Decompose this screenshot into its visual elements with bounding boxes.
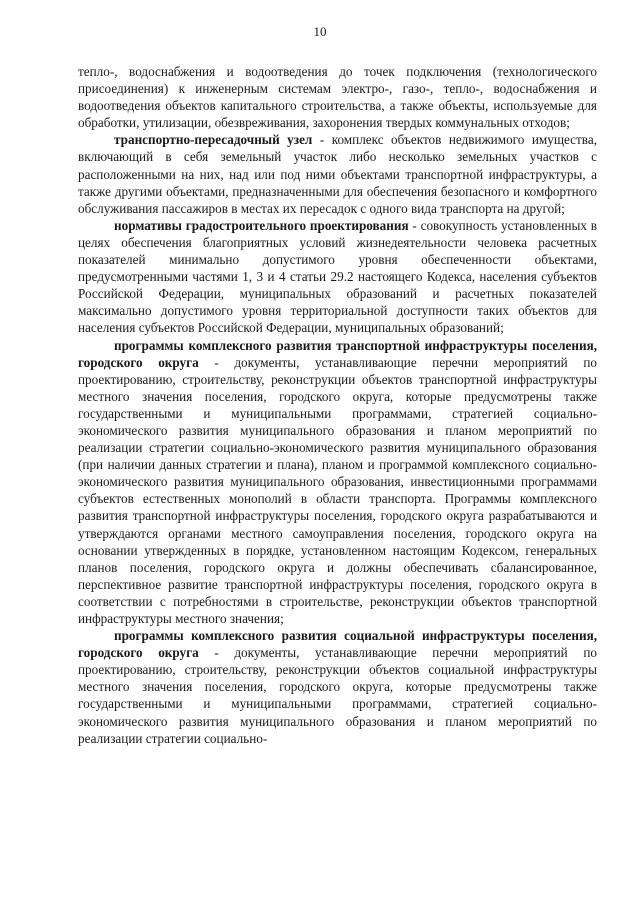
defined-term: программы комплексного развития транспортной инфраструктуры поселения, городского округа bbox=[78, 337, 597, 370]
definition-transport-hub bbox=[78, 131, 597, 216]
definition-social-infrastructure-programs bbox=[78, 627, 597, 747]
definition-text: - документы, устанавливающие перечни мероприятий по проектированию, строительству, реконструкции объектов социальной инфраструктуры местного значения поселения, городского округа, которые предусмотрены также государственными и муниципальными программами, стратегией социально-экономического развития муниципального образования и планом мероприятий по реализации стратегии социально- bbox=[78, 645, 597, 746]
definition-text: - совокупность установленных в целях обеспечения благоприятных условий жизнедеятельности человека расчетных показателей минимально допустимого уровня обеспеченности объектами, предусмотренными частями 1, 3 и 4 статьи 29.2 настоящего Кодекса, населения субъектов Российской Федерации, муниципальных образований и расчетных показателей максимально допустимого уровня территориальной доступности таких объектов для населения субъектов Российской Федерации, муниципальных образований; bbox=[78, 217, 597, 336]
defined-term: транспортно-пересадочный узел bbox=[114, 132, 313, 148]
paragraph-continuation bbox=[78, 63, 597, 131]
document-body bbox=[78, 63, 597, 747]
definition-text: - комплекс объектов недвижимого имущества, включающий в себя земельный участок либо несколько земельных участков с расположенными на них, над или под ними объектами транспортной инфраструктуры, а также другими объектами, предназначенными для обеспечения безопасного и комфортного обслуживания пассажиров в местах их пересадок с одного вида транспорта на другой; bbox=[78, 132, 597, 216]
definition-text: - документы, устанавливающие перечни мероприятий по проектированию, строительству, реконструкции объектов транспортной инфраструктуры местного значения поселения, городского округа, которые предусмотрены также государственными и муниципальными программами, стратегией социально-экономического развития муниципального образования и планом мероприятий по реализации стратегии социально-экономического развития муниципального образования (при наличии данных стратегии и плана), планом и программой комплексного социально-экономического развития муниципального образования, инвестиционными программами субъектов естественных монополий в области транспорта. Программы комплексного развития транспортной инфраструктуры поселения, городского округа разрабатываются и утверждаются органами местного самоуправления поселения, городского округа на основании утвержденных в порядке, установленном настоящим Кодексом, генеральных планов поселения, городского округа и должны обеспечивать сбалансированное, перспективное развитие транспортной инфраструктуры поселения, городского округа в соответствии с потребностями в строительстве, реконструкции объектов транспортной инфраструктуры местного значения; bbox=[78, 354, 597, 626]
definition-urban-planning-standards bbox=[78, 217, 597, 337]
defined-term: нормативы градостроительного проектирования bbox=[114, 217, 409, 233]
definition-transport-infrastructure-programs bbox=[78, 337, 597, 628]
defined-term: программы комплексного развития социальной инфраструктуры поселения, городского округа bbox=[78, 628, 597, 661]
page-number: 10 bbox=[313, 24, 327, 39]
paragraph-text: тепло-, водоснабжения и водоотведения до точек подключения (технологического присоединения) к инженерным системам электро-, газо-, тепло-, водоснабжения и водоотведения объектов капитального строительства, а также объекты, используемые для обработки, утилизации, обезвреживания, захоронения твердых коммунальных отходов; bbox=[78, 64, 597, 131]
